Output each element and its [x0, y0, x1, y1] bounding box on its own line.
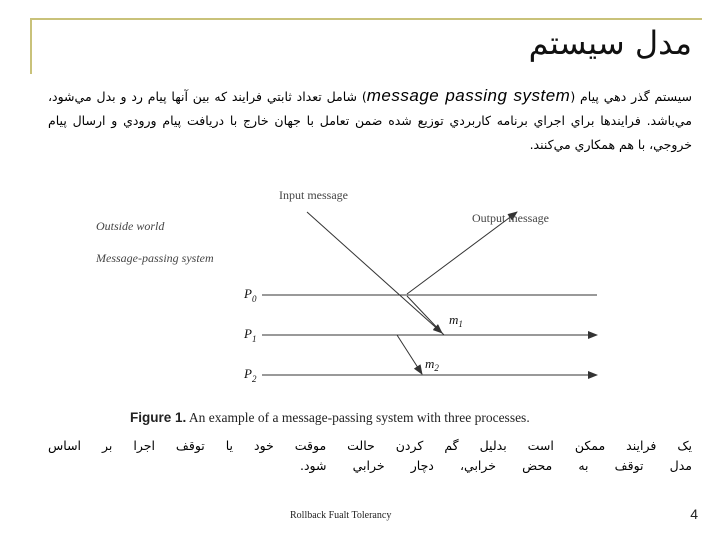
process-label-p2-sub: 2	[251, 374, 257, 384]
process-label-p0-text: P	[244, 286, 252, 301]
process-label-p1-sub: 1	[251, 334, 257, 344]
process-label-p1	[243, 326, 256, 344]
process-label-p1-text: P	[244, 326, 252, 341]
message-m2-arrow	[397, 335, 422, 374]
message-m1-label	[449, 312, 463, 329]
message-m2-text: m	[425, 356, 435, 371]
input-message-label: Input message	[279, 188, 348, 202]
process-label-p0-sub: 0	[251, 294, 257, 304]
slide-frame-left	[30, 18, 32, 74]
message-m1-sub: 1	[458, 319, 463, 329]
intro-text-part1: سيستم گذر دهي پيام (	[570, 89, 692, 104]
input-message-arrow	[307, 212, 442, 333]
outside-world-label: Outside world	[96, 219, 165, 233]
figure-diagram	[92, 182, 620, 412]
message-m1-text: m	[449, 312, 459, 327]
system-label: Message-passing system	[96, 251, 214, 265]
caption-text: An example of a message-passing system with three processes.	[188, 410, 530, 425]
message-m1-arrow	[407, 296, 444, 335]
page-number: 4	[690, 506, 698, 522]
bottom-paragraph-line2: مدل توقف به محض خرابي، دچار خرابي شود.	[300, 458, 692, 473]
bottom-paragraph-line1: يک فرايند ممكن است بدليل گم كردن حالت موقت خود يا توقف اجرا بر اساس	[48, 438, 692, 453]
message-m2-sub: 2	[434, 363, 439, 373]
slide-frame-top	[30, 18, 702, 20]
message-passing-figure	[92, 182, 620, 412]
intro-paragraph	[48, 84, 692, 157]
caption-label: Figure 1.	[130, 410, 187, 425]
footer-text: Rollback Fualt Tolerancy	[290, 510, 392, 521]
output-message-label: Output message	[472, 211, 549, 225]
process-label-p2	[243, 366, 257, 384]
message-m2-label	[425, 356, 439, 373]
intro-latin-term: message passing system	[366, 86, 571, 105]
process-label-p2-text: P	[244, 366, 252, 381]
intro-text-part2: ) شامل تعداد ثابتي فرايند كه بين آنها پيام رد و بدل مي‌شود، مي‌باشد. فرايندها براي اجراي برنامه كاربردي توزيع شده ضمن تعامل با جهان خارج با دريافت پيام ورودي و ارسال پيام خروجي، با هم همكاري مي‌كنند.	[48, 89, 692, 152]
slide-title: مدل سيستم	[528, 24, 692, 62]
figure-caption	[130, 410, 530, 426]
process-label-p0	[243, 286, 257, 304]
